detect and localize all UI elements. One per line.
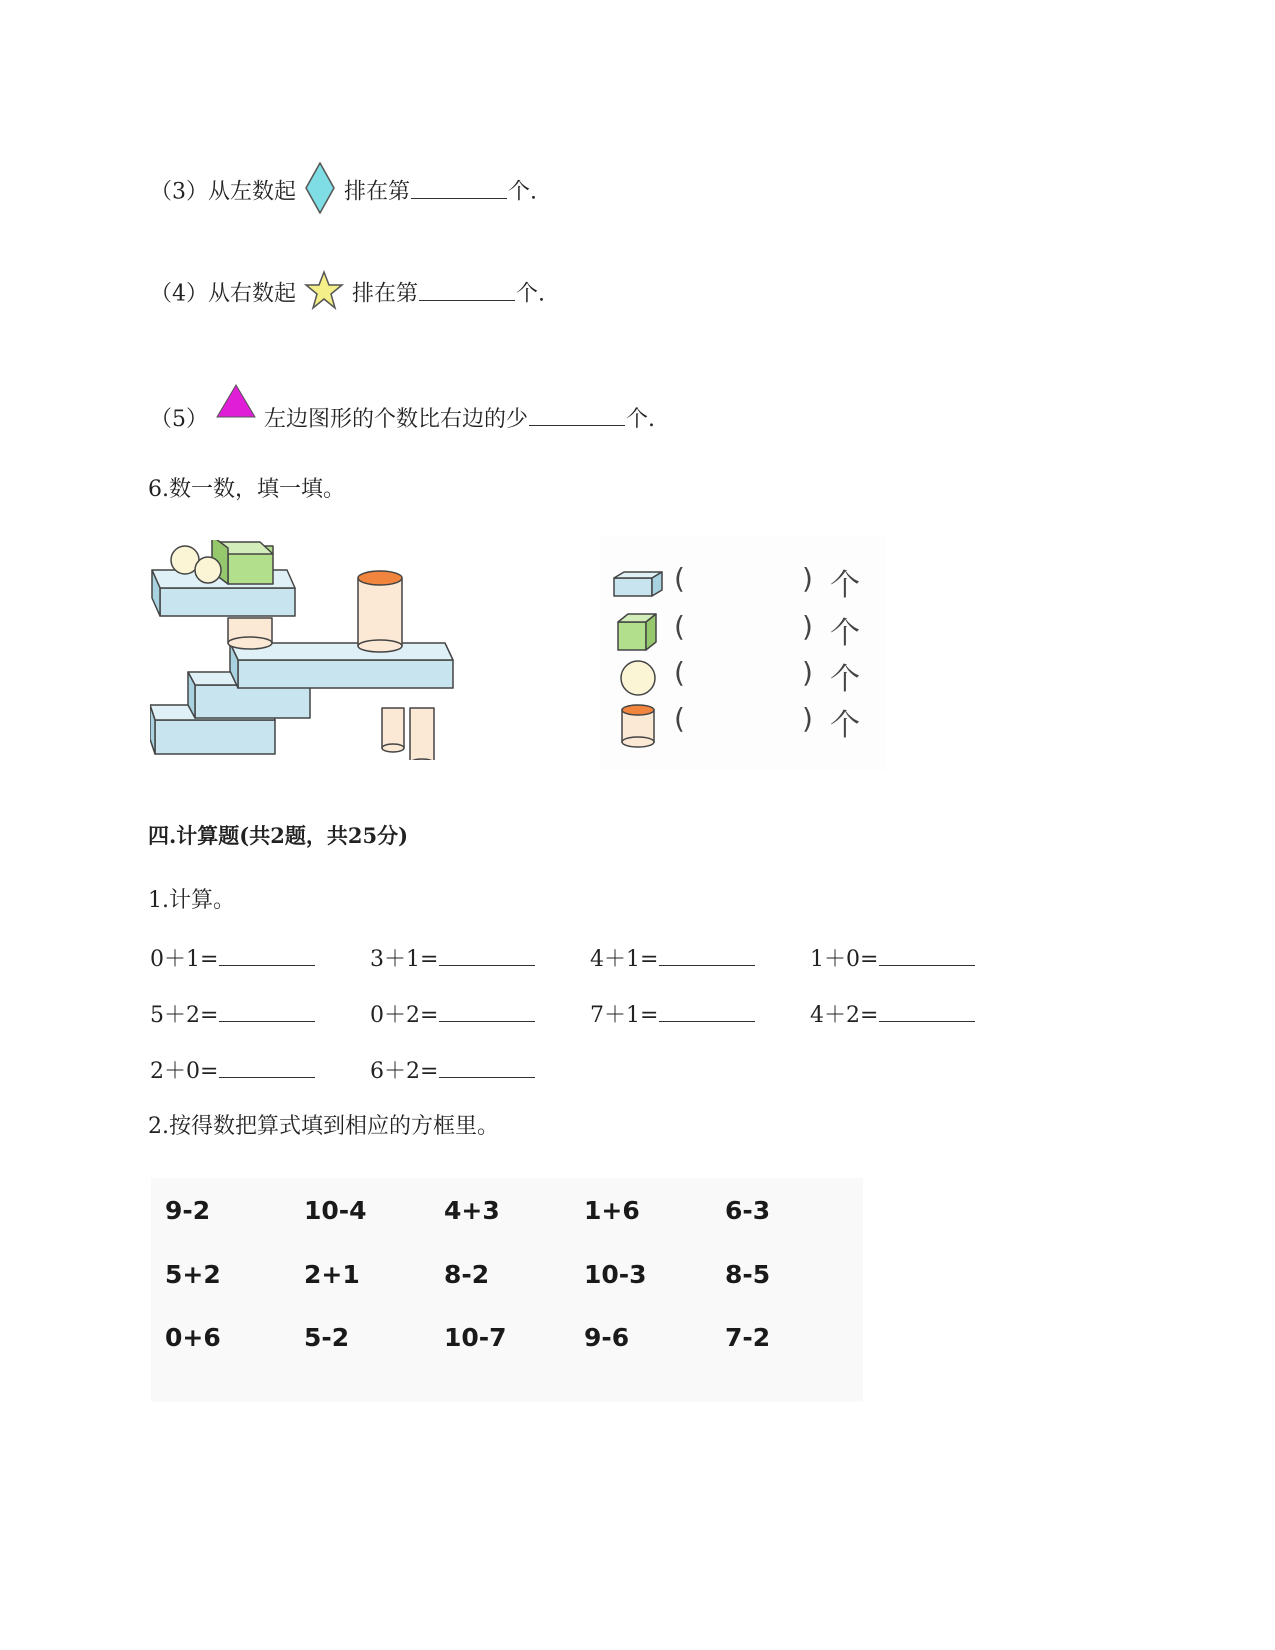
block-structure-illustration bbox=[150, 540, 465, 760]
calc-item bbox=[150, 1054, 315, 1085]
question-4 bbox=[150, 270, 545, 319]
calc-answer-blank[interactable] bbox=[659, 999, 755, 1022]
expression-table bbox=[151, 1178, 863, 1402]
calc-expression: 1＋0= bbox=[810, 947, 879, 972]
expression-item: 10-3 bbox=[584, 1260, 647, 1289]
question-3-suffix: 排在第 bbox=[344, 179, 411, 205]
cuboid-icon bbox=[612, 570, 664, 600]
legend-close-paren: ) bbox=[802, 656, 813, 689]
legend-open-paren: ( bbox=[674, 702, 685, 735]
legend-answer-cylinder[interactable] bbox=[696, 710, 796, 736]
question-3 bbox=[150, 162, 537, 223]
calc-answer-blank[interactable] bbox=[659, 943, 755, 966]
calc-item bbox=[370, 998, 535, 1029]
triangle-icon bbox=[216, 384, 256, 427]
expression-item: 9-6 bbox=[584, 1323, 630, 1352]
cube-icon bbox=[616, 612, 658, 652]
expression-item: 10-7 bbox=[444, 1323, 507, 1352]
legend-row-cuboid bbox=[612, 564, 882, 604]
calc-question-1-title: 1.计算。 bbox=[148, 888, 235, 913]
calc-answer-blank[interactable] bbox=[879, 999, 975, 1022]
calc-answer-blank[interactable] bbox=[219, 999, 315, 1022]
expression-item: 10-4 bbox=[304, 1196, 367, 1225]
answer-blank-3[interactable] bbox=[411, 176, 507, 199]
answer-blank-5[interactable] bbox=[529, 403, 625, 426]
legend-close-paren: ) bbox=[802, 702, 813, 735]
expression-item: 5+2 bbox=[165, 1260, 221, 1289]
calc-expression: 7＋1= bbox=[590, 1003, 659, 1028]
legend-row-cylinder bbox=[612, 704, 882, 744]
legend-answer-cuboid[interactable] bbox=[696, 570, 796, 596]
expression-item: 1+6 bbox=[584, 1196, 640, 1225]
legend-open-paren: ( bbox=[674, 562, 685, 595]
calc-question-2-title: 2.按得数把算式填到相应的方框里。 bbox=[148, 1114, 499, 1139]
legend-unit: 个 bbox=[830, 616, 860, 651]
expression-item: 8-2 bbox=[444, 1260, 490, 1289]
sphere-icon bbox=[618, 658, 658, 698]
calc-expression: 0＋2= bbox=[370, 1003, 439, 1028]
question-4-suffix: 排在第 bbox=[352, 281, 419, 307]
question-3-end: 个. bbox=[508, 179, 538, 205]
calc-item bbox=[810, 998, 975, 1029]
calc-item bbox=[590, 998, 755, 1029]
legend-close-paren: ) bbox=[802, 610, 813, 643]
question-5 bbox=[150, 384, 655, 435]
question-4-end: 个. bbox=[516, 281, 546, 307]
calc-item bbox=[370, 942, 535, 973]
calc-expression: 3＋1= bbox=[370, 947, 439, 972]
question-3-prefix: （3）从左数起 bbox=[150, 179, 296, 205]
calc-answer-blank[interactable] bbox=[439, 999, 535, 1022]
calc-answer-blank[interactable] bbox=[219, 1055, 315, 1078]
calc-expression: 2＋0= bbox=[150, 1059, 219, 1084]
calc-answer-blank[interactable] bbox=[219, 943, 315, 966]
expression-item: 9-2 bbox=[165, 1196, 211, 1225]
legend-open-paren: ( bbox=[674, 656, 685, 689]
expression-item: 2+1 bbox=[304, 1260, 360, 1289]
expression-item: 7-2 bbox=[725, 1323, 771, 1352]
legend-unit: 个 bbox=[830, 662, 860, 697]
calc-expression: 6＋2= bbox=[370, 1059, 439, 1084]
question-5-prefix: （5） bbox=[150, 407, 208, 432]
legend-unit: 个 bbox=[830, 708, 860, 743]
calc-item bbox=[150, 942, 315, 973]
calc-item bbox=[150, 998, 315, 1029]
cylinder-icon bbox=[620, 702, 656, 750]
calc-expression: 5＋2= bbox=[150, 1003, 219, 1028]
legend-answer-cube[interactable] bbox=[696, 618, 796, 644]
calc-expression: 0＋1= bbox=[150, 947, 219, 972]
calc-item bbox=[810, 942, 975, 973]
legend-row-sphere bbox=[612, 658, 882, 698]
question-5-suffix: 左边图形的个数比右边的少 bbox=[264, 407, 529, 432]
expression-item: 6-3 bbox=[725, 1196, 771, 1225]
calc-expression: 4＋2= bbox=[810, 1003, 879, 1028]
diamond-icon bbox=[304, 162, 336, 223]
legend-row-cube bbox=[612, 612, 882, 652]
expression-item: 4+3 bbox=[444, 1196, 500, 1225]
section-4-heading: 四.计算题(共2题，共25分) bbox=[148, 823, 409, 848]
expression-item: 0+6 bbox=[165, 1323, 221, 1352]
star-icon bbox=[304, 270, 344, 319]
answer-blank-4[interactable] bbox=[419, 278, 515, 301]
calc-item bbox=[590, 942, 755, 973]
legend-open-paren: ( bbox=[674, 610, 685, 643]
calc-answer-blank[interactable] bbox=[879, 943, 975, 966]
legend-answer-sphere[interactable] bbox=[696, 664, 796, 690]
legend-close-paren: ) bbox=[802, 562, 813, 595]
calc-answer-blank[interactable] bbox=[439, 943, 535, 966]
calc-expression: 4＋1= bbox=[590, 947, 659, 972]
expression-item: 8-5 bbox=[725, 1260, 771, 1289]
question-4-prefix: （4）从右数起 bbox=[150, 281, 296, 307]
question-6-title: 6.数一数，填一填。 bbox=[148, 477, 345, 502]
calc-answer-blank[interactable] bbox=[439, 1055, 535, 1078]
calc-item bbox=[370, 1054, 535, 1085]
question-5-end: 个. bbox=[626, 407, 656, 432]
legend-unit: 个 bbox=[830, 568, 860, 603]
expression-item: 5-2 bbox=[304, 1323, 350, 1352]
